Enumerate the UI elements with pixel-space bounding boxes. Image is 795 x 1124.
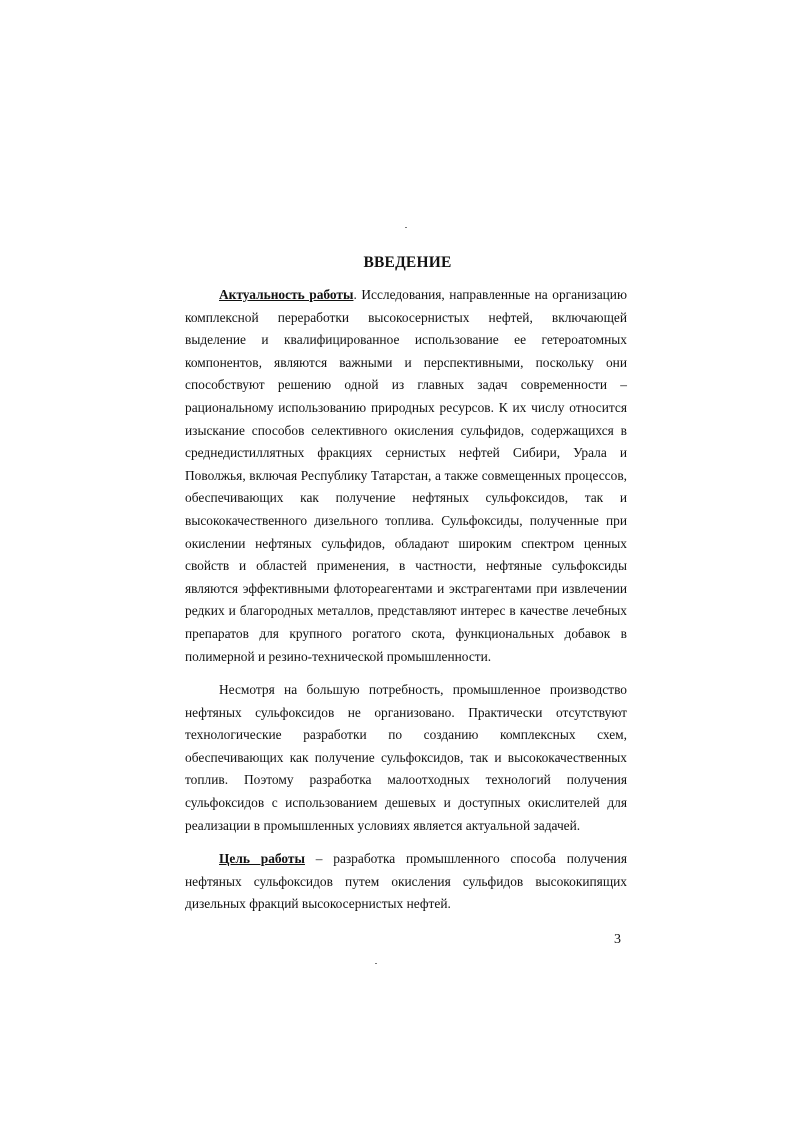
- paragraph-text: . Исследования, направленные на организацию комплексной переработки высокосернистых нефтей, включающей выделение и квалифицированное использование ее гетероатомных компонентов, являются важными и перспективными, поскольку они способствуют решению одной из главных задач современности – рациональному использованию природных ресурсов. К их числу относится изыскание способов селективного окисления сульфидов, содержащихся в среднедистиллятных фракциях сернистых нефтей Сибири, Урала и Поволжья, включая Республику Татарстан, а также совмещенных процессов, обеспечивающих как получение нефтяных сульфоксидов, так и высококачественного дизельного топлива. Сульфоксиды, полученные при окислении нефтяных сульфидов, обладают широким спектром ценных свойств и областей применения, в частности, нефтяные сульфоксиды являются эффективными флотореагентами и экстрагентами при извлечении редких и благородных металлов, представляют интерес в качестве лечебных препаратов для крупного рогатого скота, функциональных добавок в полимерной и резино-технической промышленности.: [185, 287, 627, 664]
- paragraph-lead: Актуальность работы: [219, 287, 354, 302]
- paragraph-need: [185, 679, 627, 837]
- paragraph-lead: Цель работы: [219, 851, 305, 867]
- paragraph-text: Несмотря на большую потребность, промышленное производство нефтяных сульфоксидов не организовано. Практически отсутствуют технологические разработки по созданию комплексных схем, обеспечивающих как получение сульфоксидов, так и высококачественных топлив. Поэтому разработка малоотходных технологий получения сульфоксидов с использованием дешевых и доступных окислителей для реализации в промышленных условиях является актуальной задачей.: [185, 682, 627, 833]
- page-number: 3: [614, 932, 621, 947]
- paragraph-text: – разработка промышленного способа получения нефтяных сульфоксидов путем окисления сульфидов высококипящих дизельных фракций высокосернистых нефтей.: [185, 851, 627, 912]
- body-text: [185, 284, 627, 916]
- scan-speck: [375, 963, 377, 964]
- section-title: ВВЕДЕНИЕ: [363, 254, 452, 271]
- scan-speck: [405, 227, 407, 228]
- paragraph-goal: [185, 848, 627, 916]
- paragraph-relevance: [185, 284, 627, 668]
